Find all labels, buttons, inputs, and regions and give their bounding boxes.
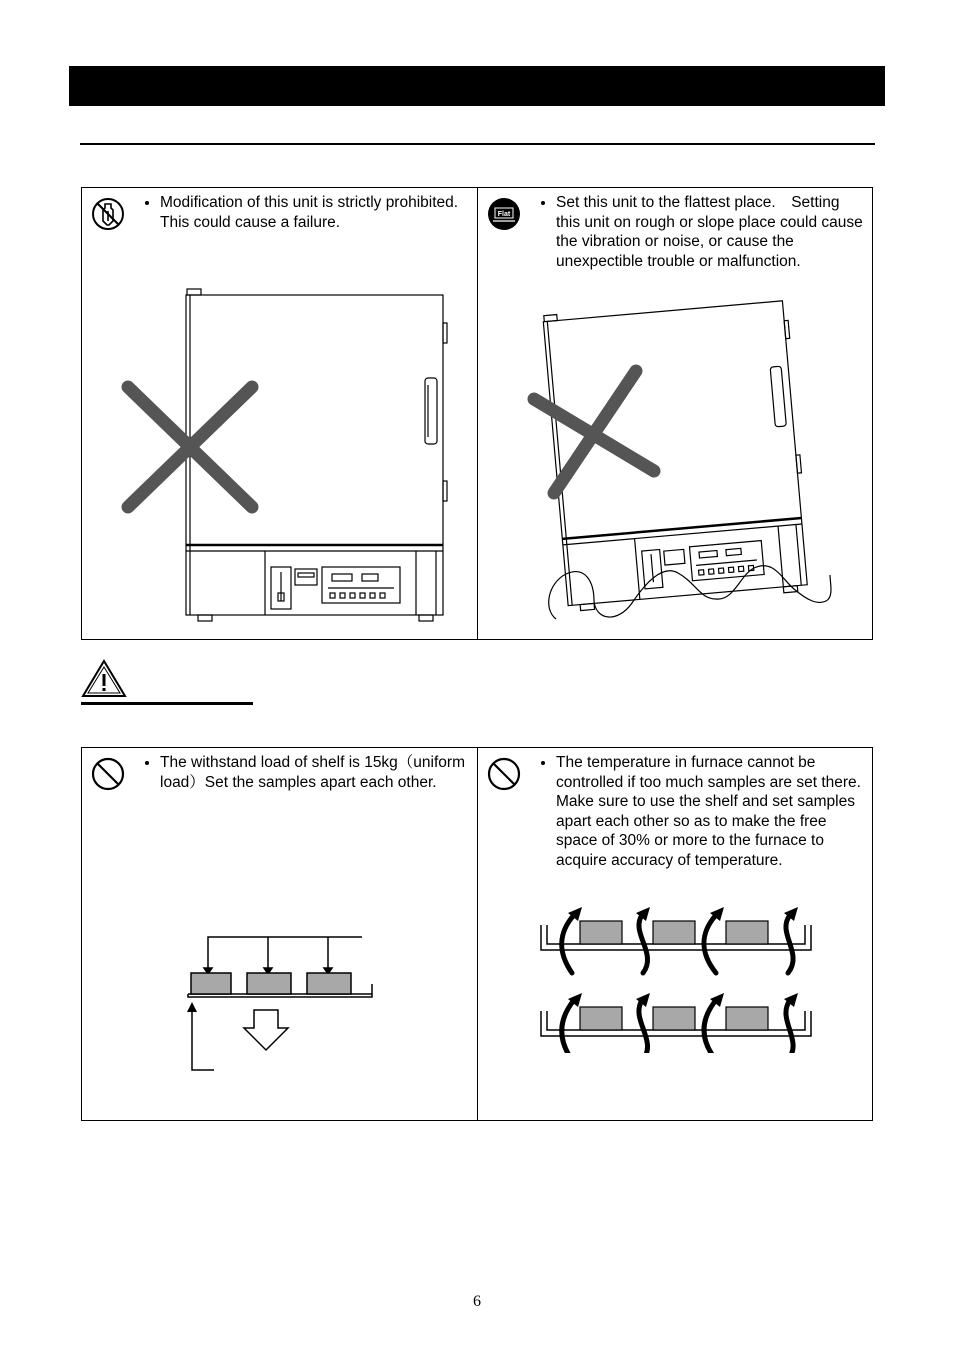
cell-free-space [478, 748, 877, 1120]
incubator-illustration [82, 283, 477, 633]
section-title-bar [69, 66, 885, 106]
free-space-note [534, 753, 877, 870]
page-number: 6 [473, 1293, 481, 1310]
shelf-load-text: • The withstand load of shelf is 15kg（uniform load）Set the samples apart each other. [160, 753, 471, 792]
tilted-incubator-illustration [478, 283, 873, 633]
warning-table-top [81, 187, 873, 640]
free-space-text: • The temperature in furnace cannot be controlled if too much samples are set there. Make sure to use the shelf and set samples apart each other so as to make the free space of 30% or more to the furnace to acquire accuracy of temperature. [556, 753, 866, 870]
section-rule [80, 143, 875, 145]
flat-icon-label: Flat [497, 211, 511, 218]
cell-flat-place [478, 188, 872, 639]
cell-modification [82, 188, 477, 639]
flat-icon [487, 197, 521, 231]
modification-note [138, 193, 471, 232]
flat-place-note [534, 193, 866, 271]
cell-shelf-load [82, 748, 477, 1120]
caution-table-bottom [81, 747, 877, 1121]
flat-place-text: • Set this unit to the flattest place. Setting this unit on rough or slope place could cause the vibration or noise, or cause the unexpectible trouble or malfunction. [556, 193, 866, 271]
prohibited-icon [487, 757, 521, 791]
no-disassembly-icon [91, 197, 125, 231]
airflow-diagram [478, 903, 873, 1053]
shelf-load-note [138, 753, 471, 792]
warning-triangle-icon [81, 658, 127, 698]
prohibited-icon [91, 757, 125, 791]
modification-text: • Modification of this unit is strictly prohibited. This could cause a failure. [160, 193, 471, 232]
caution-heading-rule [81, 702, 253, 705]
shelf-load-diagram [82, 928, 477, 1078]
